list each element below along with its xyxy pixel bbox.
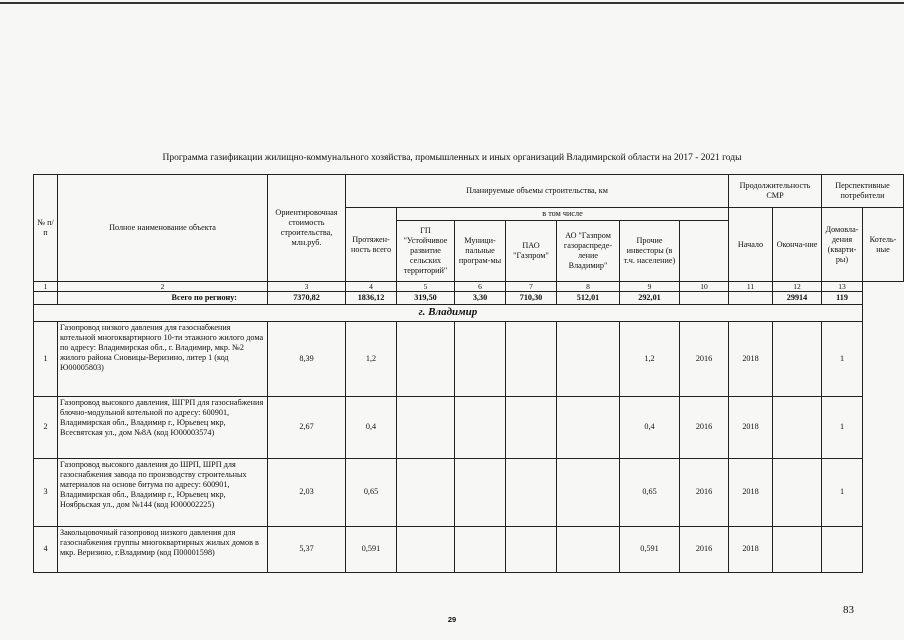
row-start: 2016 [680,458,729,526]
row-name: Газопровод высокого давления до ШРП, ШРП для газоснабжения завода по производству строительных материалов на основе битума по адресу: 600901, Владимирская обл., Владимир г., Юрьевец мкр, Ноябрьская ул., дом №144 (код Ю00002225) [58,458,268,526]
header-boilers: Котель-ные [863,208,904,282]
row-start: 2016 [680,396,729,458]
row-end: 2018 [729,396,773,458]
row-end: 2018 [729,526,773,572]
row-num: 3 [34,458,58,526]
row-other: 1,2 [620,321,680,396]
row-num: 1 [34,321,58,396]
col-number: 10 [680,282,729,292]
col-number: 8 [557,282,620,292]
total-households: 29914 [773,292,822,305]
header-name: Полное наименование объекта [58,175,268,282]
city-row [34,305,904,321]
total-ao: 512,01 [557,292,620,305]
header-municipal: Муници-пальные програм-мы [455,221,506,282]
row-cost: 8,39 [268,321,346,396]
table-row [34,321,904,396]
col-number: 7 [506,282,557,292]
page-number: 29 [447,615,457,624]
header-including: в том числе [397,208,729,221]
row-cost: 2,03 [268,458,346,526]
header-duration: Продолжительность СМР [729,175,822,208]
total-row [34,292,904,305]
total-boilers: 119 [822,292,863,305]
row-length: 1,2 [346,321,397,396]
page-title: Программа газификации жилищно-коммунального хозяйства, промышленных и иных организаций Владимирской области на 2017 - 2021 годы [162,153,742,163]
col-number: 1 [34,282,58,292]
table-row [34,396,904,458]
total-cost: 7370,82 [268,292,346,305]
col-number: 4 [346,282,397,292]
row-length: 0,65 [346,458,397,526]
total-pao: 710,30 [506,292,557,305]
col-number: 12 [773,282,822,292]
row-boilers: 1 [822,396,863,458]
total-municipal: 3,30 [455,292,506,305]
row-name: Газопровод низкого давления для газоснабжения котельной многоквартирного 10-ти этажного жилого дома по адресу: Владимирская обл., г. Владимир, мкр. №2 жилого района Сновицы-Веризино, литер 1 (код Ю00005803) [58,321,268,396]
col-number: 3 [268,282,346,292]
row-boilers: 1 [822,458,863,526]
total-length: 1836,12 [346,292,397,305]
total-gp: 319,50 [397,292,455,305]
row-name: Закольцовочный газопровод низкого давления для газоснабжения группы многоквартирных жилых домов в мкр. Веризино, г.Владимир (код П00001598) [58,526,268,572]
row-other: 0,591 [620,526,680,572]
total-label: Всего по региону: [58,292,268,305]
corner-page-number: 83 [843,604,854,616]
header-cost: Ориентировочная стоимость строительства, млн.руб. [268,175,346,282]
row-boilers: 1 [822,321,863,396]
row-num: 4 [34,526,58,572]
header-total-length: Протяжен-ность всего [346,208,397,282]
row-length: 0,591 [346,526,397,572]
col-number: 11 [729,282,773,292]
header-ao: АО "Газпром газораспреде-ление Владимир" [557,221,620,282]
header-start: Начало [729,208,773,282]
col-number: 2 [58,282,268,292]
row-length: 0,4 [346,396,397,458]
row-start: 2016 [680,526,729,572]
col-number: 13 [822,282,863,292]
gasification-table [33,174,904,573]
column-number-row [34,282,904,292]
table-row [34,526,904,572]
header-num: № п/п [34,175,58,282]
header-end: Оконча-ние [773,208,822,282]
col-number: 5 [397,282,455,292]
row-end: 2018 [729,321,773,396]
header-planned: Планируемые объемы строительства, км [346,175,729,208]
row-name: Газопровод высокого давления, ШГРП для газоснабжения блочно-модульной котельной по адресу: 600901, Владимирская обл., Владимир г., Юрьевец мкр, Всесвятская ул., дом №8А (код Ю00003574) [58,396,268,458]
col-number: 9 [620,282,680,292]
row-start: 2016 [680,321,729,396]
row-boilers [822,526,863,572]
col-number: 6 [455,282,506,292]
row-cost: 5,37 [268,526,346,572]
total-other: 292,01 [620,292,680,305]
header-other: Прочие инвесторы (в т.ч. население) [620,221,680,282]
row-end: 2018 [729,458,773,526]
header-gp: ГП "Устойчивое развитие сельских территорий" [397,221,455,282]
row-other: 0,65 [620,458,680,526]
row-cost: 2,67 [268,396,346,458]
header-households: Домовла-дения (кварти-ры) [822,208,863,282]
header-consumers: Перспективные потребители [822,175,904,208]
row-other: 0,4 [620,396,680,458]
header-pao: ПАО "Газпром" [506,221,557,282]
row-num: 2 [34,396,58,458]
city-name: г. Владимир [34,305,863,321]
table-row [34,458,904,526]
top-border-line [0,2,904,4]
